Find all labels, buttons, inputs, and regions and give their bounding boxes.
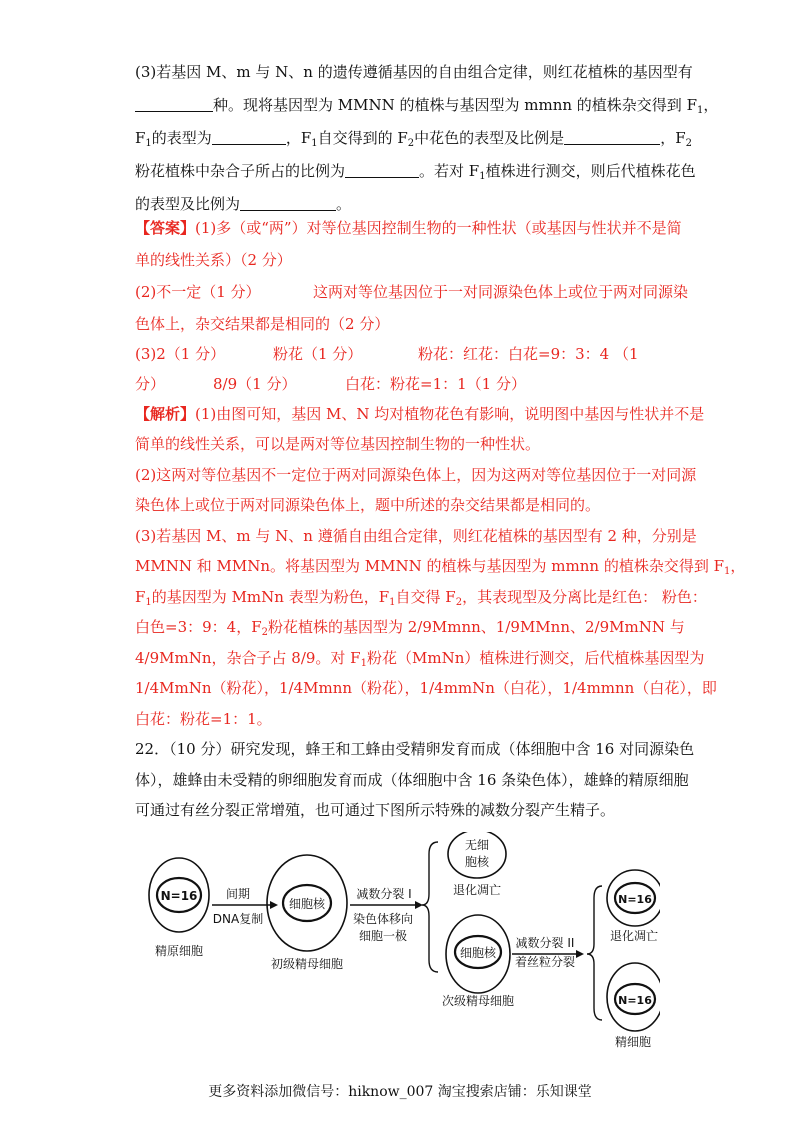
analysis-line-9: 4/9MmNn，杂合子占 8/9。对 $F_1$粉花（MmNn）植株进行测交，后代植株基因型为: [135, 649, 705, 669]
answer-line-6: 分） 8/9（1 分） 白花：粉花=1：1（1 分）: [135, 375, 526, 393]
analysis-line-8: 白色=3：9：4，$F_2$粉花植株的基因型为 2/9Mmnn、1/9MMnn、2/9MmNN 与: [135, 618, 685, 638]
question-3-line-5: 的表型及比例为 。: [135, 195, 352, 213]
blank-testcross-ratio[interactable]: [240, 196, 336, 211]
degenerate-label-1: 退化凋亡: [452, 883, 502, 897]
analysis-line-3: (2)这两对等位基因不一定位于两对同源染色体上，因为这两对等位基因位于一对同源: [135, 466, 697, 484]
answer-label: 【答案】: [135, 219, 196, 237]
blank-heterozygote-ratio[interactable]: [345, 163, 419, 178]
blank-f2-ratio[interactable]: [564, 130, 660, 145]
answer-line-3: (2)不一定（1 分） 这两对等位基因位于一对同源染色体上或位于两对同源染: [135, 283, 689, 301]
analysis-line-4: 染色体上或位于两对同源染色体上，题中所述的杂交结果都是相同的。: [135, 496, 601, 514]
meiosis-1-brace: [422, 842, 438, 972]
answer-line-5: (3)2（1 分） 粉花（1 分） 粉花：红花：白花=9：3：4 （1: [135, 345, 639, 363]
primary-nucleus-label: 细胞核: [288, 897, 326, 911]
secondary-spermatocyte-label: 次级精母细胞: [441, 994, 515, 1008]
meiosis-2-label: 减数分裂 II: [515, 936, 575, 950]
centromere-division-label: 着丝粒分裂: [514, 955, 576, 969]
question-3-line-4: 粉花植株中杂合子所占的比例为 。若对 $F_1$植株进行测交，则后代植株花色: [135, 162, 696, 182]
analysis-line-2: 简单的线性关系，可以是两对等位基因控制生物的一种性状。: [135, 435, 541, 453]
meiosis-1-arrowhead: [415, 901, 423, 909]
no-nucleus-label-2: 胞核: [464, 855, 490, 869]
spermatogonium-label: 精原细胞: [154, 944, 204, 958]
degenerating-chromosome-label: N=16: [618, 893, 652, 906]
meiosis-2-brace: [587, 886, 602, 1020]
analysis-line-5: (3)若基因 M、m 与 N、n 遵循自由组合定律，则红花植株的基因型有 2 种，分别是: [135, 527, 697, 545]
question-22-line-3: 可通过有丝分裂正常增殖，也可通过下图所示特殊的减数分裂产生精子。: [135, 801, 616, 819]
no-nucleus-label-1: 无细: [464, 838, 490, 852]
question-3-line-2: 种。现将基因型为 MMNN 的植株与基因型为 mmnn 的植株杂交得到 $F_1$，: [135, 95, 718, 115]
sperm-label: 精细胞: [614, 1035, 652, 1049]
spermatogenesis-diagram: [140, 832, 660, 1052]
analysis-line-6: MMNN 和 MMNn。将基因型为 MMNN 的植株与基因型为 mmnn 的植株杂交得到 $F_1$，: [135, 557, 746, 577]
answer-line-1: 【答案】(1)多（或“两”）对等位基因控制生物的一种性状（或基因与性状并不是简: [135, 219, 682, 237]
question-3-line-3: $F_1$的表型为 ，$F_1$自交得到的 $F_2$中花色的表型及比例是 ，$F_2$: [135, 129, 692, 149]
answer-line-2: 单的线性关系）（2 分）: [135, 251, 292, 269]
primary-spermatocyte-label: 初级精母细胞: [270, 957, 344, 971]
analysis-line-10: 1/4MmNn（粉花），1/4Mmnn（粉花），1/4mmNn（白花），1/4mmnn（白花），即: [135, 679, 717, 697]
blank-genotype-count[interactable]: [135, 97, 213, 112]
question-22-line-2: 体），雄蜂由未受精的卵细胞发育而成（体细胞中含 16 条染色体），雄蜂的精原细胞: [135, 771, 689, 789]
interphase-arrowhead: [270, 901, 278, 909]
dna-replication-label: DNA复制: [212, 912, 264, 926]
blank-f1-phenotype[interactable]: [212, 130, 286, 145]
spermatogonium-chromosome-label: N=16: [160, 889, 198, 903]
answer-line-4: 色体上，杂交结果都是相同的（2 分）: [135, 315, 390, 333]
analysis-label: 【解析】: [135, 405, 196, 423]
analysis-line-11: 白花：粉花=1：1。: [135, 710, 272, 728]
footer-text: 更多资料添加微信号：hiknow_007 淘宝搜索店铺：乐知课堂: [208, 1084, 592, 1100]
interphase-label: 间期: [225, 887, 251, 901]
degenerate-label-2: 退化凋亡: [609, 929, 659, 943]
analysis-line-1: 【解析】(1)由图可知，基因 M、N 均对植物花色有影响，说明图中基因与性状并不是: [135, 405, 705, 423]
meiosis-2-arrowhead: [576, 950, 584, 958]
meiosis-1-label: 减数分裂 I: [356, 887, 412, 901]
sperm-chromosome-label: N=16: [618, 994, 652, 1007]
chromosome-move-label-1: 染色体移向: [352, 912, 414, 926]
secondary-nucleus-label: 细胞核: [459, 946, 497, 960]
analysis-line-7: $F_1$的基因型为 MmNn 表型为粉色，$F_1$自交得 $F_2$，其表现型及分离比是红色： 粉色：: [135, 588, 707, 608]
chromosome-move-label-2: 细胞一极: [358, 929, 408, 943]
question-3-line-1: (3)若基因 M、m 与 N、n 的遗传遵循基因的自由组合定律，则红花植株的基因型有: [135, 63, 693, 81]
question-22-line-1: 22．（10 分）研究发现，蜂王和工蜂由受精卵发育而成（体细胞中含 16 对同源染色: [135, 740, 695, 758]
